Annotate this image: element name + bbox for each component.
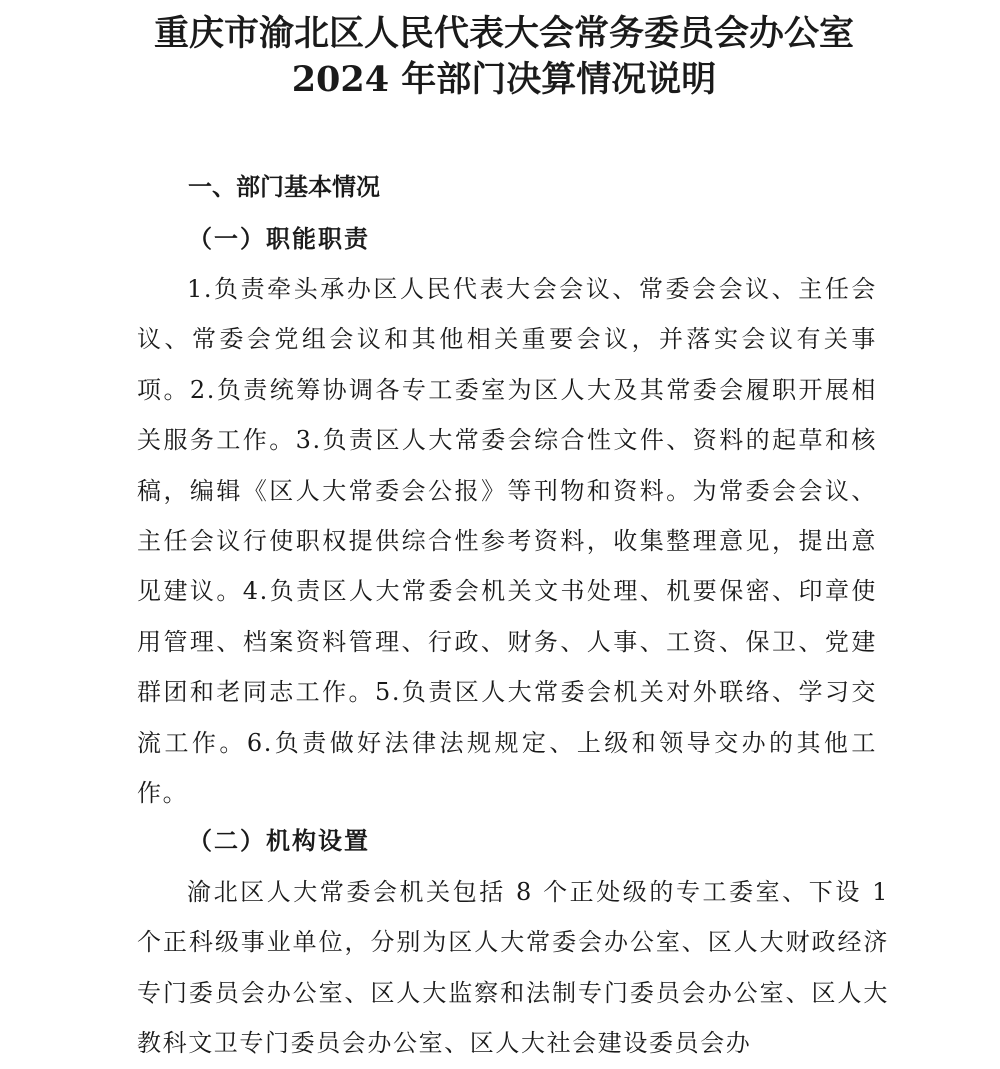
document-title-line2: 2024 年部门决算情况说明 — [291, 59, 717, 100]
section-heading-basic-info: 一、部门基本情况 — [188, 173, 380, 201]
document-title-line1: 重庆市渝北区人民代表大会常务委员会办公室 — [153, 13, 854, 54]
organization-paragraph: 渝北区人大常委会机关包括 8 个正处级的专工委室、下设 1 个正科级事业单位，分别为区人大常委会办公室、区人大财政经济专门委员会办公室、区人大监察和法制专门委员会办公室、区人大教科文卫专门委员会办公室、区人大社会建设委员会办 — [137, 878, 889, 1058]
subsection-heading-functions: （一）职能职责 — [188, 224, 370, 253]
functions-paragraph: 1.负责牵头承办区人民代表大会会议、常委会会议、主任会议、常委会党组会议和其他相关重要会议，并落实会议有关事项。2.负责统筹协调各专工委室为区人大及其常委会履职开展相关服务工作。3.负责区人大常委会综合性文件、资料的起草和核稿，编辑《区人大常委会公报》等刊物和资料。为常委会会议、主任会议行使职权提供综合性参考资料，收集整理意见，提出意见建议。4.负责区人大常委会机关文书处理、机要保密、印章使用管理、档案资料管理、行政、财务、人事、工资、保卫、党建群团和老同志工作。5.负责区人大常委会机关对外联络、学习交流工作。6.负责做好法律法规规定、上级和领导交办的其他工作。 — [137, 275, 877, 808]
subsection-heading-organization: （二）机构设置 — [188, 826, 370, 855]
